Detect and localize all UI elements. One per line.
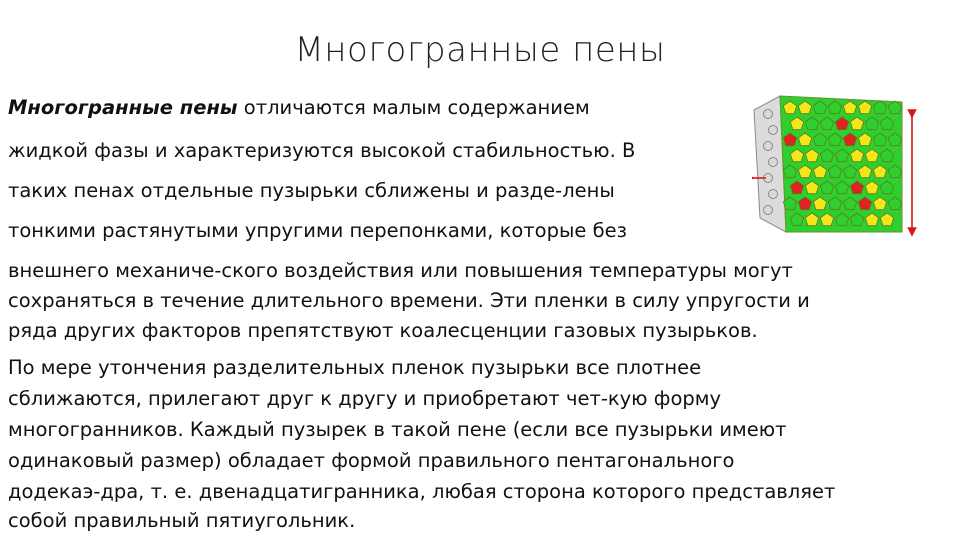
grey-cell <box>764 206 773 215</box>
paragraph-2-line-3: многогранников. Каждый пузырек в такой пене (если все пузырьки имеют <box>8 418 787 441</box>
foam-block <box>780 96 902 232</box>
paragraph-1-line-5: внешнего механиче-ского воздействия или повышения температуры могут <box>8 259 793 282</box>
paragraph-2-line-6: собой правильный пятиугольник. <box>8 509 356 532</box>
grey-cell <box>764 142 773 151</box>
grey-cell <box>764 110 773 119</box>
grey-cell <box>769 126 778 135</box>
grey-cell <box>769 158 778 167</box>
paragraph-1-line-1 <box>8 96 590 119</box>
paragraph-2-line-4: одинаковый размер) обладает формой правильного пентагонального <box>8 449 735 472</box>
paragraph-1-line-4: тонкими растянутыми упругими перепонками, которые без <box>8 219 627 242</box>
paragraph-2-line-5: додекаэ-дра, т. е. двенадцатигранника, любая сторона которого представляет <box>8 480 836 503</box>
paragraph-2-line-2: сближаются, прилегают друг к другу и приобретают чет-кую форму <box>8 387 722 410</box>
grey-cell <box>769 190 778 199</box>
paragraph-1-line-1-text: отличаются малым содержанием <box>237 96 590 119</box>
paragraph-1-line-2: жидкой фазы и характеризуются высокой стабильностью. В <box>8 139 636 162</box>
slide-title: Многогранные пены <box>294 30 666 70</box>
foam-illustration <box>752 92 922 240</box>
paragraph-1-line-6: сохраняться в течение длительного времени. Эти пленки в силу упругости и <box>8 289 810 312</box>
paragraph-1-line-7: ряда других факторов препятствуют коалесценции газовых пузырьков. <box>8 319 758 342</box>
paragraph-1-line-3: таких пенах отдельные пузырьки сближены и разде-лены <box>8 179 615 202</box>
term-emphasis: Многогранные пены <box>8 96 238 119</box>
paragraph-2-line-1: По мере утончения разделительных пленок пузырьки все плотнее <box>8 356 702 379</box>
